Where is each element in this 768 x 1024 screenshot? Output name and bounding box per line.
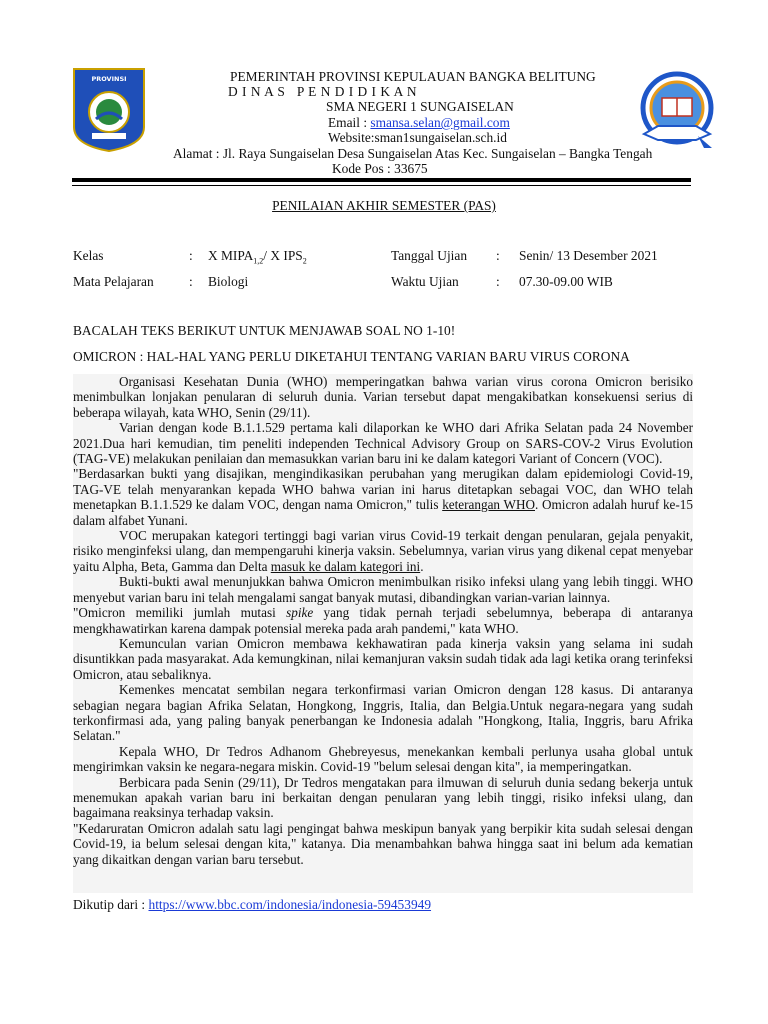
dept-heading: D I N A S P E N D I D I K A N [228, 84, 418, 99]
kelas-value: X $MIPA_{1,2}/$ X $IPS_2$ [208, 248, 307, 266]
paragraph: Bukti-bukti awal menunjukkan bahwa Omicron menimbulkan risiko infeksi ulang yang lebih tinggi. WHO menyebut varian baru ini telah mengalami sangat banyak mutasi, dibandingkan varian-varian lainnya. [73, 574, 693, 605]
paragraph: Kemenkes mencatat sembilan negara terkonfirmasi varian Omicron dengan 128 kasus. Di antaranya sebagian negara bagian Afrika Selatan, Hongkong, Inggris, Italia, dan Belgia.Untuk negara-negara yang sudah terkonfirmasi ada, yang paling banyak penerbangan ke Indonesia adalah "Hongkong, Italia, Inggris, baru Afrika Selatan." [73, 682, 693, 744]
mapel-value: Biologi [208, 274, 249, 289]
paragraph: "Omicron memiliki jumlah mutasi spike yang tidak pernah terjadi sebelumnya, beberapa di antaranya mengkhawatirkan karena dampak potensial mereka pada arah pandemi," kata WHO. [73, 605, 693, 636]
paragraph: Organisasi Kesehatan Dunia (WHO) memperingatkan bahwa varian virus corona Omicron berisiko menimbulkan lonjakan penularan di seluruh dunia. Varian tersebut dapat mengakibatkan konsekuensi serius di beberapa wilayah, kata WHO, Senin (29/11). [73, 374, 693, 420]
postcode-line: Kode Pos : 33675 [332, 161, 428, 176]
source-label: Dikutip dari : [73, 897, 149, 912]
article-body [73, 374, 693, 893]
waktu-value: 07.30-09.00 WIB [519, 274, 613, 289]
source-line [73, 897, 431, 913]
svg-text:PROVINSI: PROVINSI [91, 75, 127, 83]
province-logo [72, 67, 146, 153]
kelas-colon: : [189, 248, 193, 263]
waktu-label: Waktu Ujian [391, 274, 459, 289]
paragraph: "Kedaruratan Omicron adalah satu lagi pengingat bahwa meskipun banyak yang berpikir kita sudah selesai dengan Covid-19, ia belum selesai dengan kita," katanya. Dia menambahkan bahwa hingga saat ini belum ada kematian yang dikaitkan dengan varian baru tersebut. [73, 820, 693, 867]
header-rule-thin [72, 185, 691, 186]
email-link[interactable]: smansa.selan@gmail.com [370, 115, 510, 130]
school-logo [638, 70, 716, 154]
tanggal-label: Tanggal Ujian [391, 248, 468, 263]
mapel-label: Mata Pelajaran [73, 274, 154, 289]
email-line [328, 115, 510, 130]
gov-heading: PEMERINTAH PROVINSI KEPULAUAN BANGKA BELITUNG [230, 69, 596, 84]
kelas-label: Kelas [73, 248, 104, 263]
paragraph: "Berdasarkan bukti yang disajikan, mengindikasikan perubahan yang merugikan dalam epidemiologi Covid-19, TAG-VE telah menyarankan kepada WHO bahwa varian ini harus ditetapkan sebagai VOC, dan WHO telah menetapkan B.1.1.529 ke dalam VOC, dengan nama Omicron," tulis keterangan WHO. Omicron adalah huruf ke-15 dalam alfabet Yunani. [73, 466, 693, 528]
paragraph: Berbicara pada Senin (29/11), Dr Tedros mengatakan para ilmuwan di seluruh dunia sedang bekerja untuk menemukan apakah varian baru ini berkaitan dengan penularan yang lebih tinggi, risiko infeksi ulang, dan bagaimana reaksinya terhadap vaksin. [73, 774, 693, 821]
exam-title: PENILAIAN AKHIR SEMESTER (PAS) [272, 198, 496, 213]
instruction: BACALAH TEKS BERIKUT UNTUK MENJAWAB SOAL NO 1-10! [73, 323, 456, 338]
paragraph: Kemunculan varian Omicron membawa kekhawatiran pada kinerja vaksin yang selama ini sudah disuntikkan pada masyarakat. Ada kemungkinan, nilai kemanjuran vaksin sudah tidak ada lagi ketika orang terinfeksi Omicron, atau sebaliknya. [73, 635, 693, 682]
article-title: OMICRON : HAL-HAL YANG PERLU DIKETAHUI TENTANG VARIAN BARU VIRUS CORONA [73, 349, 630, 364]
paragraph: VOC merupakan kategori tertinggi bagi varian virus Covid-19 terkait dengan penularan, gejala penyakit, risiko menginfeksi ulang, dan mempengaruhi kinerja vaksin. Sebelumnya, varian virus yang dikenal cepat menyebar yaitu Alpha, Beta, Gamma dan Delta masuk ke dalam kategori ini. [73, 528, 693, 574]
category-link[interactable]: masuk ke dalam kategori ini [270, 558, 421, 574]
paragraph: Varian dengan kode B.1.1.529 pertama kali dilaporkan ke WHO dari Afrika Selatan pada 24 November 2021.Dua hari kemudian, tim peneliti independen Technical Advisory Group on SARS-COV-2 Virus Evolution (TAG-VE) melakukan penilaian dan memasukkan varian baru ini ke dalam kategori Variant of Concern (VOC). [73, 420, 693, 467]
source-link[interactable]: https://www.bbc.com/indonesia/indonesia-59453949 [148, 897, 432, 912]
paragraph: Kepala WHO, Dr Tedros Adhanom Ghebreyesus, menekankan kembali perlunya usaha global untuk mengirimkan vaksin ke negara-negara miskin. Covid-19 "belum selesai dengan kita", ia memperingatkan. [73, 743, 693, 775]
waktu-colon: : [496, 274, 500, 289]
tanggal-value: Senin/ 13 Desember 2021 [519, 248, 658, 263]
header-rule-thick [72, 178, 691, 182]
address-line: Alamat : Jl. Raya Sungaiselan Desa Sungaiselan Atas Kec. Sungaiselan – Bangka Tengah [173, 146, 653, 161]
tanggal-colon: : [496, 248, 500, 263]
mapel-colon: : [189, 274, 193, 289]
school-name: SMA NEGERI 1 SUNGAISELAN [326, 99, 514, 114]
email-label: Email : [328, 115, 371, 130]
who-link[interactable]: keterangan WHO [442, 497, 535, 513]
website-line: Website:sman1sungaiselan.sch.id [328, 130, 507, 145]
